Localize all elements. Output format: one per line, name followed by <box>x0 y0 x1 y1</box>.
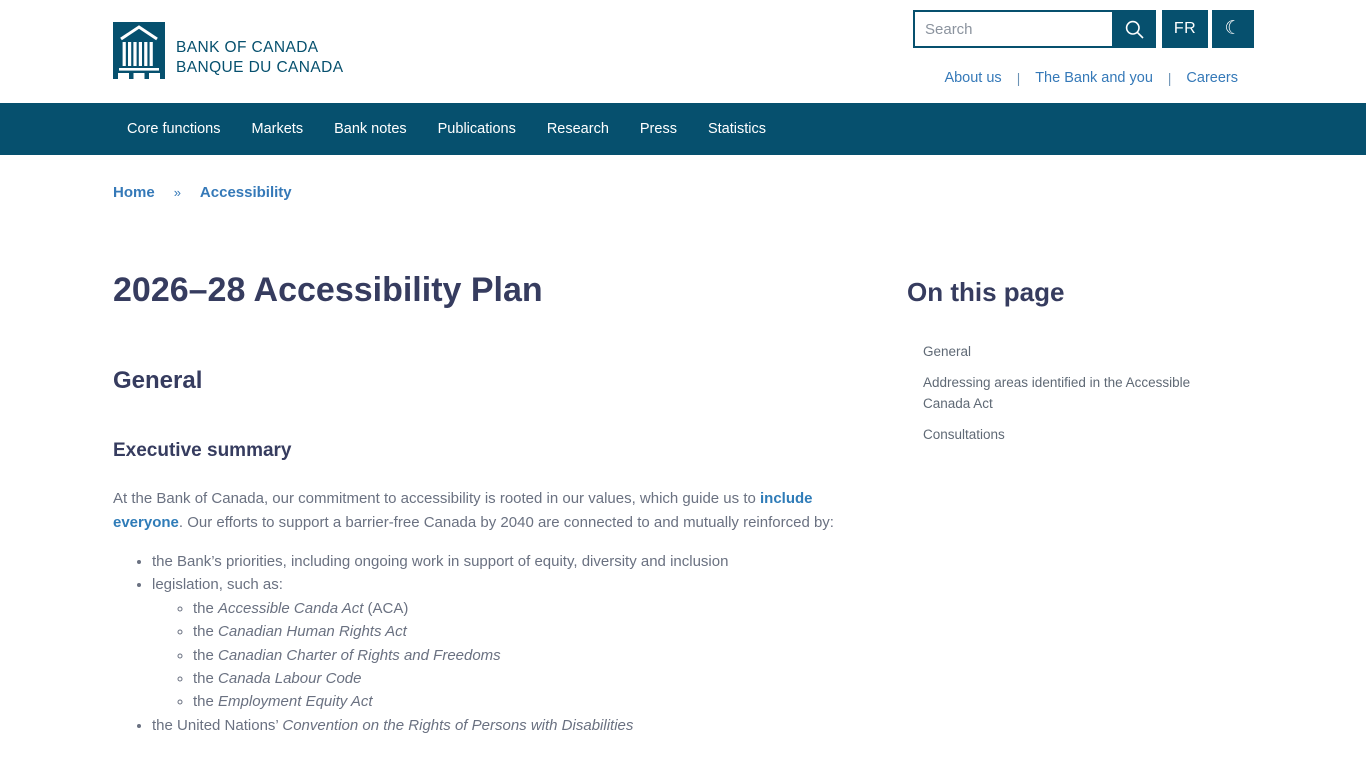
breadcrumb-separator: » <box>173 185 181 200</box>
logo-line-2: BANQUE DU CANADA <box>176 58 344 76</box>
bank-of-canada-logo[interactable] <box>113 22 343 79</box>
toc-link-general[interactable]: General <box>923 344 972 359</box>
utility-divider: | <box>1016 70 1021 86</box>
intro-paragraph <box>113 487 873 534</box>
utility-nav <box>944 70 1238 86</box>
toc-item <box>923 372 1207 414</box>
nav-markets[interactable]: Markets <box>251 121 304 137</box>
logo-line-1: BANK OF CANADA <box>176 39 319 56</box>
nav-research[interactable]: Research <box>546 121 609 137</box>
list-item-text: the <box>193 670 219 688</box>
language-toggle-button[interactable]: FR <box>1162 10 1208 48</box>
act-title: Employment Equity Act <box>218 693 373 711</box>
list-item <box>152 714 873 737</box>
toc-item <box>923 424 1207 445</box>
on-this-page-title: On this page <box>907 277 1065 307</box>
legislation-sublist <box>152 597 873 714</box>
act-title: Accessible Canda Act <box>218 599 364 617</box>
about-us-link[interactable]: About us <box>944 70 1002 86</box>
act-title: Canadian Human Rights Act <box>218 623 407 641</box>
nav-publications[interactable]: Publications <box>437 121 516 137</box>
toc-item <box>923 341 1207 362</box>
list-item <box>193 644 873 667</box>
list-item <box>152 573 873 713</box>
list-item <box>193 597 873 620</box>
the-bank-and-you-link[interactable]: The Bank and you <box>1035 70 1153 86</box>
utility-divider: | <box>1167 70 1172 86</box>
act-title: Canada Labour Code <box>218 670 362 688</box>
list-item <box>193 620 873 643</box>
list-item <box>193 690 873 713</box>
list-item <box>193 667 873 690</box>
page-title: 2026–28 Accessibility Plan <box>113 271 543 309</box>
list-item-text: the <box>193 599 219 617</box>
list-item-text: (ACA) <box>363 599 409 617</box>
nav-press[interactable]: Press <box>639 121 677 137</box>
list-item-text: the United Nations’ <box>152 716 283 734</box>
search-button[interactable] <box>1112 10 1156 48</box>
nav-statistics[interactable]: Statistics <box>707 121 766 137</box>
toc-link-consultations[interactable]: Consultations <box>923 427 1005 442</box>
dark-mode-button[interactable] <box>1212 10 1254 48</box>
paragraph-text: . Our efforts to support a barrier-free Canada by 2040 are connected to and mutually reinforced by: <box>178 513 834 531</box>
toc-list <box>907 341 1207 445</box>
bank-building-icon <box>113 22 165 79</box>
breadcrumb-home-link[interactable]: Home <box>113 184 155 201</box>
moon-icon: ☾ <box>1224 18 1242 39</box>
careers-link[interactable]: Careers <box>1186 70 1238 86</box>
act-title: Canadian Charter of Rights and Freedoms <box>218 646 501 664</box>
search-icon <box>1124 19 1145 40</box>
section-heading-general: General <box>113 367 203 394</box>
nav-core-functions[interactable]: Core functions <box>127 121 221 137</box>
list-item-text: the Bank’s priorities, including ongoing work in support of equity, diversity and inclusion <box>152 553 729 570</box>
include-everyone-link[interactable]: include everyone <box>113 490 813 531</box>
breadcrumb-current-link[interactable]: Accessibility <box>199 184 292 201</box>
list-item-text: the <box>193 623 219 641</box>
main-nav <box>0 103 1366 155</box>
list-item-text: the <box>193 646 219 664</box>
breadcrumb <box>113 184 292 201</box>
site-header <box>0 0 1366 103</box>
reinforcement-list <box>113 550 873 737</box>
subsection-heading-executive-summary: Executive summary <box>113 440 292 461</box>
on-this-page-panel <box>907 276 1207 455</box>
search-input[interactable] <box>913 10 1112 48</box>
logo-wordmark <box>176 38 343 79</box>
list-item-text: legislation, such as: <box>152 576 283 594</box>
list-item <box>152 550 873 573</box>
toc-link-addressing-areas[interactable]: Addressing areas identified in the Accessible Canada Act <box>923 375 1191 411</box>
main-content <box>113 268 873 737</box>
list-item-text: the <box>193 693 219 711</box>
convention-title: Convention on the Rights of Persons with Disabilities <box>282 716 634 734</box>
paragraph-text: At the Bank of Canada, our commitment to accessibility is rooted in our values, which guide us to <box>113 490 760 507</box>
nav-bank-notes[interactable]: Bank notes <box>334 121 407 137</box>
